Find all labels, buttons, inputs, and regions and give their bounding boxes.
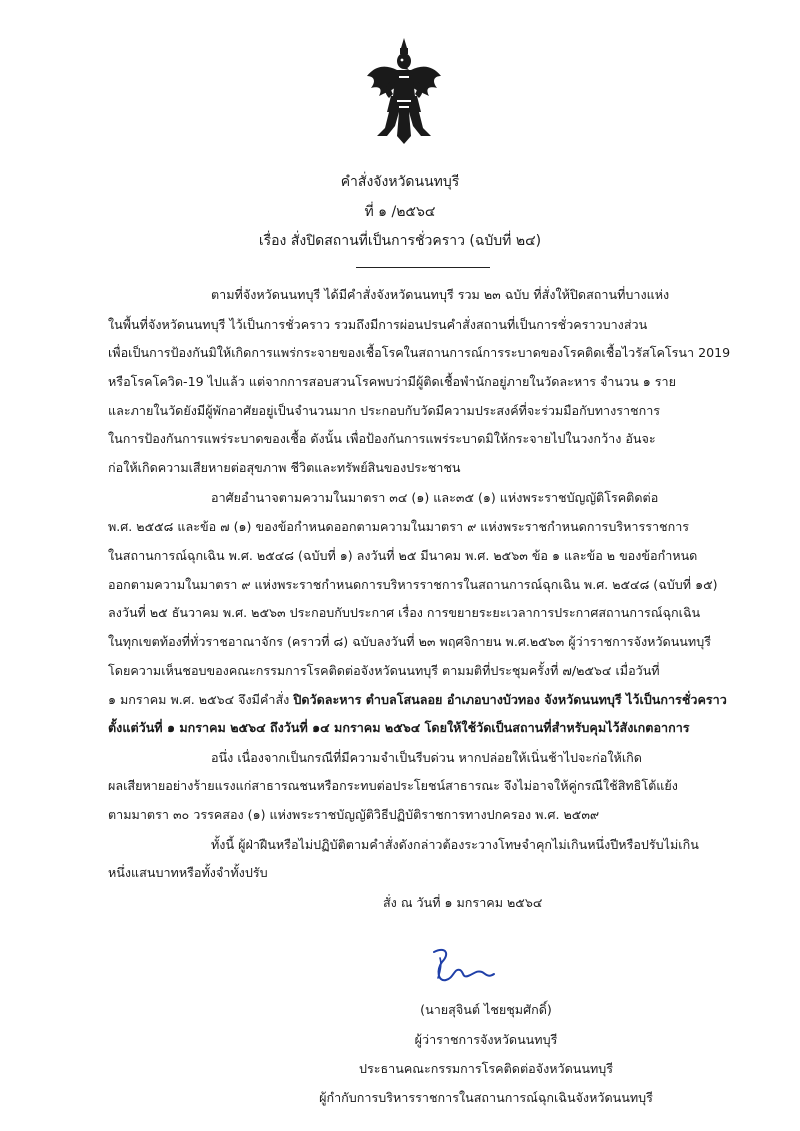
signer-position-governor: ผู้ว่าราชการจังหวัดนนทบุรี — [414, 1032, 558, 1047]
paragraph-4-line-1: ทั้งนี้ ผู้ฝ่าฝืนหรือไม่ปฏิบัติตามคำสั่งดังกล่าวต้องระวางโทษจำคุกไม่เกินหนึ่งปีหรือปรับไม่เกิน — [211, 837, 699, 852]
signer-position-emergency: ผู้กำกับการบริหารราชการในสถานการณ์ฉุกเฉินจังหวัดนนทบุรี — [319, 1090, 653, 1105]
paragraph-1-line-7: ก่อให้เกิดความเสียหายต่อสุขภาพ ชีวิตและทรัพย์สินของประชาชน — [108, 460, 461, 475]
paragraph-1-line-4: หรือโรคโควิด-19 ไปแล้ว แต่จากการสอบสวนโรคพบว่ามีผู้ติดเชื้อพำนักอยู่ภายในวัดละหาร จำนวน ๑ ราย — [108, 374, 677, 389]
handwritten-signature — [428, 944, 500, 992]
paragraph-1-line-5: และภายในวัดยังมีผู้พักอาศัยอยู่เป็นจำนวนมาก ประกอบกับวัดมีความประสงค์ที่จะร่วมมือกับทางราชการ — [108, 403, 661, 418]
paragraph-4-line-2: หนึ่งแสนบาทหรือทั้งจำทั้งปรับ — [108, 865, 268, 880]
signer-position-committee: ประธานคณะกรรมการโรคติดต่อจังหวัดนนทบุรี — [358, 1061, 614, 1076]
paragraph-2-line-4: ออกตามความในมาตรา ๙ แห่งพระราชกำหนดการบริหารราชการในสถานการณ์ฉุกเฉิน พ.ศ. ๒๕๔๘ (ฉบับที่ ๑๕) — [108, 577, 718, 592]
order-date: สั่ง ณ วันที่ ๑ มกราคม ๒๕๖๔ — [383, 895, 543, 910]
order-title: คำสั่งจังหวัดนนทบุรี — [340, 174, 460, 190]
paragraph-1-line-3: เพื่อเป็นการป้องกันมิให้เกิดการแพร่กระจายของเชื้อโรคในสถานการณ์การระบาดของโรคติดเชื้อไวรัสโคโรนา 2019 — [108, 345, 731, 360]
garuda-emblem-icon — [363, 36, 445, 146]
paragraph-2-line-2: พ.ศ. ๒๕๕๘ และข้อ ๗ (๑) ของข้อกำหนดออกตามความในมาตรา ๙ แห่งพระราชกำหนดการบริหารราชการ — [108, 519, 690, 534]
order-subject: เรื่อง สั่งปิดสถานที่เป็นการชั่วคราว (ฉบับที่ ๒๔) — [258, 233, 542, 249]
paragraph-2-line-3: ในสถานการณ์ฉุกเฉิน พ.ศ. ๒๕๔๘ (ฉบับที่ ๑) ลงวันที่ ๒๕ มีนาคม พ.ศ. ๒๕๖๓ ข้อ ๑ และข้อ ๒ ของข้อกำหนด — [108, 548, 698, 563]
closure-order-text: ปิดวัดละหาร ตำบลโสนลอย อำเภอบางบัวทอง จังหวัดนนทบุรี ไว้เป็นการชั่วคราว — [293, 692, 727, 707]
closure-period-text: ตั้งแต่วันที่ ๑ มกราคม ๒๕๖๔ ถึงวันที่ ๑๔ มกราคม ๒๕๖๔ โดยให้ใช้วัดเป็นสถานที่สำหรับคุมไว้สังเกตอาการ — [108, 720, 690, 735]
paragraph-1-line-6: ในการป้องกันการแพร่ระบาดของเชื้อ ดังนั้น เพื่อป้องกันการแพร่ระบาดมิให้กระจายไปในวงกว้าง อันจะ — [108, 431, 656, 446]
order-date-text: ๑ มกราคม พ.ศ. ๒๕๖๔ จึงมีคำสั่ง — [108, 692, 294, 707]
paragraph-1-line-1: ตามที่จังหวัดนนทบุรี ได้มีคำสั่งจังหวัดนนทบุรี รวม ๒๓ ฉบับ ที่สั่งให้ปิดสถานที่บางแห่ง — [211, 287, 670, 302]
signer-name: (นายสุจินต์ ไชยชุมศักดิ์) — [420, 1002, 552, 1017]
paragraph-3-line-2: ผลเสียหายอย่างร้ายแรงแก่สาธารณชนหรือกระทบต่อประโยชน์สาธารณะ จึงไม่อาจให้คู่กรณีใช้สิทธิโต้แย้ง — [108, 778, 678, 793]
paragraph-3-line-1: อนึ่ง เนื่องจากเป็นกรณีที่มีความจำเป็นรีบด่วน หากปล่อยให้เนิ่นช้าไปจะก่อให้เกิด — [211, 750, 642, 765]
paragraph-2-line-8 — [108, 691, 727, 709]
paragraph-2-line-6: ในทุกเขตท้องที่ทั่วราชอาณาจักร (คราวที่ ๘) ฉบับลงวันที่ ๒๓ พฤศจิกายน พ.ศ.๒๕๖๓ ผู้ว่าราชการจังหวัดนนทบุรี — [108, 634, 711, 649]
paragraph-2-line-5: ลงวันที่ ๒๕ ธันวาคม พ.ศ. ๒๕๖๓ ประกอบกับประกาศ เรื่อง การขยายระยะเวลาการประกาศสถานการณ์ฉุกเฉิน — [108, 605, 701, 620]
paragraph-3-line-3: ตามมาตรา ๓๐ วรรคสอง (๑) แห่งพระราชบัญญัติวิธีปฏิบัติราชการทางปกครอง พ.ศ. ๒๕๓๙ — [108, 807, 600, 822]
order-number: ที่ ๑ /๒๕๖๔ — [364, 204, 436, 220]
paragraph-1-line-2: ในพื้นที่จังหวัดนนทบุรี ไว้เป็นการชั่วคราว รวมถึงมีการผ่อนปรนคำสั่งสถานที่เป็นการชั่วคราวบางส่วน — [108, 317, 648, 332]
header-divider — [356, 267, 490, 268]
paragraph-2-line-7: โดยความเห็นชอบของคณะกรรมการโรคติดต่อจังหวัดนนทบุรี ตามมติที่ประชุมครั้งที่ ๗/๒๕๖๔ เมื่อวันที่ — [108, 663, 660, 678]
paragraph-2-line-1: อาศัยอำนาจตามความในมาตรา ๓๔ (๑) และ๓๕ (๑) แห่งพระราชบัญญัติโรคติดต่อ — [211, 490, 659, 505]
